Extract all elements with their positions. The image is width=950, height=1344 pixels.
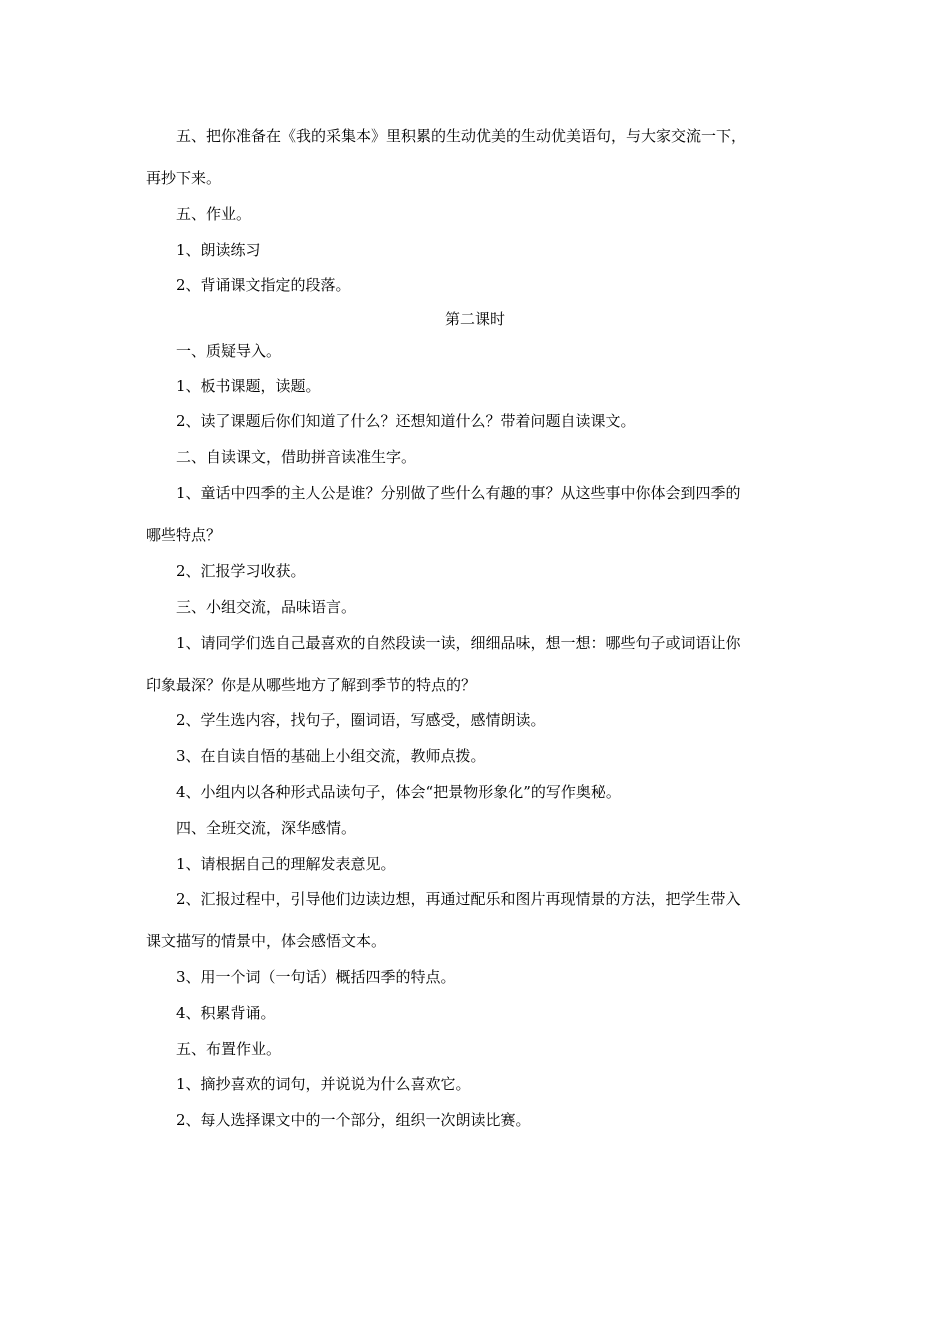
section-heading: 三、小组交流，品味语言。 <box>176 598 357 616</box>
list-item: 1、童话中四季的主人公是谁？分别做了些什么有趣的事？从这些事中你体会到四季的 <box>176 484 741 502</box>
list-item: 1、请同学们选自己最喜欢的自然段读一读，细细品味，想一想：哪些句子或词语让你 <box>176 634 741 652</box>
list-item: 2、汇报学习收获。 <box>176 562 306 580</box>
list-item: 4、积累背诵。 <box>176 1004 276 1022</box>
list-item: 2、读了课题后你们知道了什么？还想知道什么？带着问题自读课文。 <box>176 412 636 430</box>
section-heading: 五、布置作业。 <box>176 1040 282 1058</box>
list-item: 2、背诵课文指定的段落。 <box>176 276 351 294</box>
list-item: 1、请根据自己的理解发表意见。 <box>176 855 396 873</box>
list-item: 2、汇报过程中，引导他们边读边想，再通过配乐和图片再现情景的方法，把学生带入 <box>176 890 741 908</box>
paragraph-line: 五、把你准备在《我的采集本》里积累的生动优美的生动优美语句，与大家交流一下， <box>176 127 747 145</box>
paragraph-line: 印象最深？你是从哪些地方了解到季节的特点的？ <box>146 676 477 694</box>
paragraph-line: 再抄下来。 <box>146 169 222 187</box>
paragraph-line: 课文描写的情景中，体会感悟文本。 <box>146 932 387 950</box>
list-item: 1、板书课题，读题。 <box>176 377 321 395</box>
list-item: 1、朗读练习 <box>176 241 261 259</box>
list-item: 3、用一个词（一句话）概括四季的特点。 <box>176 968 456 986</box>
section-heading: 二、自读课文，借助拼音读准生字。 <box>176 448 417 466</box>
paragraph-line: 哪些特点？ <box>146 526 222 544</box>
list-item: 2、每人选择课文中的一个部分，组织一次朗读比赛。 <box>176 1111 531 1129</box>
section-heading: 四、全班交流，深华感情。 <box>176 819 357 837</box>
list-item: 2、学生选内容，找句子，圈词语，写感受，感情朗读。 <box>176 711 546 729</box>
lesson-title: 第二课时 <box>444 310 505 328</box>
list-item: 3、在自读自悟的基础上小组交流，教师点拨。 <box>176 747 486 765</box>
list-item: 1、摘抄喜欢的词句，并说说为什么喜欢它。 <box>176 1075 471 1093</box>
list-item: 4、小组内以各种形式品读句子，体会“把景物形象化”的写作奥秘。 <box>176 783 621 801</box>
section-heading: 五、作业。 <box>176 205 252 223</box>
section-heading: 一、质疑导入。 <box>176 342 282 360</box>
